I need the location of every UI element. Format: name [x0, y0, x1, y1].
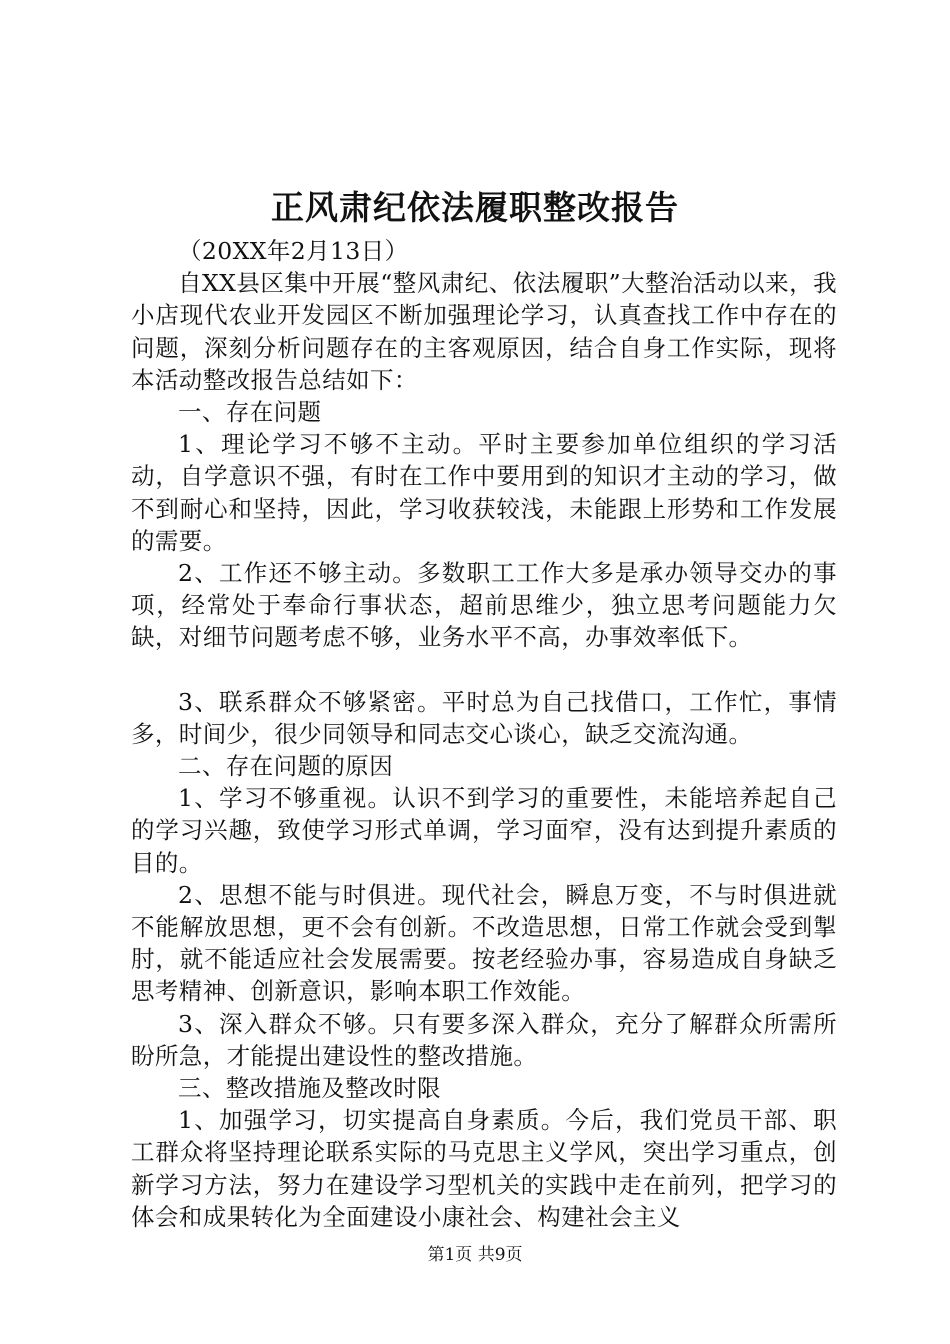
- problem-item-3: 3、联系群众不够紧密。平时总为自己找借口，工作忙，事情多，时间少，很少同领导和同志交心谈心，缺乏交流沟通。: [131, 687, 837, 748]
- problem-item-1: 1、理论学习不够不主动。平时主要参加单位组织的学习活动，自学意识不强，有时在工作中要用到的知识才主动的学习，做不到耐心和坚持，因此，学习收获较浅，未能跟上形势和工作发展的需要。: [131, 430, 837, 555]
- measure-item-1: 1、加强学习，切实提高自身素质。今后，我们党员干部、职工群众将坚持理论联系实际的马克思主义学风，突出学习重点，创新学习方法，努力在建设学习型机关的实践中走在前列，把学习的体会和成果转化为全面建设小康社会、构建社会主义: [131, 1106, 837, 1231]
- cause-item-1: 1、学习不够重视。认识不到学习的重要性，未能培养起自己的学习兴趣，致使学习形式单调，学习面窄，没有达到提升素质的目的。: [131, 784, 837, 877]
- page-number-footer: 第1页 共9页: [427, 1245, 523, 1265]
- date-line: （20XX年2月13日）: [178, 237, 409, 265]
- problem-item-2: 2、工作还不够主动。多数职工工作大多是承办领导交办的事项，经常处于奉命行事状态，超前思维少，独立思考问题能力欠缺，对细节问题考虑不够，业务水平不高，办事效率低下。: [131, 559, 837, 652]
- document-body: [131, 235, 837, 1233]
- intro-paragraph: 自XX县区集中开展“整风肃纪、依法履职”大整治活动以来，我小店现代农业开发园区不断加强理论学习，认真查找工作中存在的问题，深刻分析问题存在的主客观原因，结合自身工作实际，现将本活动整改报告总结如下：: [131, 269, 837, 394]
- document-title: 正风肃纪依法履职整改报告: [271, 188, 679, 227]
- section-heading-problems: 一、存在问题: [178, 398, 322, 427]
- section-heading-measures: 三、整改措施及整改时限: [178, 1074, 441, 1103]
- section-heading-causes: 二、存在问题的原因: [178, 752, 394, 781]
- cause-item-2: 2、思想不能与时俱进。现代社会，瞬息万变，不与时俱进就不能解放思想，更不会有创新。不改造思想，日常工作就会受到掣肘，就不能适应社会发展需要。按老经验办事，容易造成自身缺乏思考精神、创新意识，影响本职工作效能。: [131, 880, 837, 1006]
- cause-item-3: 3、深入群众不够。只有要多深入群众，充分了解群众所需所盼所急，才能提出建设性的整改措施。: [131, 1009, 837, 1070]
